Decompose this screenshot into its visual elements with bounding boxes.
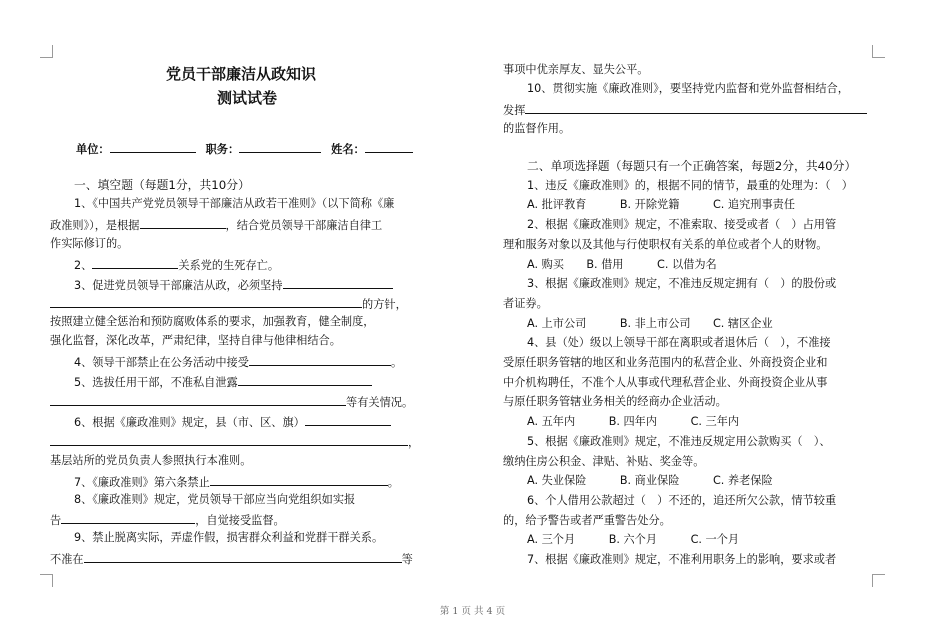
crop-mark-top-left [40, 45, 53, 58]
q5-blank-1[interactable] [238, 374, 372, 386]
page-number: 第 1 页 共 4 页 [439, 606, 506, 617]
s4-options: A. 五年内 B. 四年内 C. 三年内 [527, 415, 740, 428]
exam-title-line1: 党员干部廉洁从政知识 [166, 65, 317, 83]
q6-blank-1[interactable] [305, 414, 391, 426]
s6-options: A. 三个月 B. 六个月 C. 一个月 [527, 533, 740, 546]
q3-text-post: 的方针， [362, 298, 407, 311]
s5-question-line1: 5、根据《廉政准则》规定，不准违反规定用公款购买（ ）、 [527, 435, 831, 448]
q10-line1: 10、贯彻实施《廉政准则》，要坚持党内监督和党外监督相结合， [527, 82, 849, 95]
q8-text-pre: 告 [50, 514, 62, 527]
s5-options: A. 失业保险 B. 商业保险 C. 养老保险 [527, 474, 773, 487]
q3-line3: 按照建立健全惩治和预防腐败体系的要求，加强教育，健全制度， [50, 315, 375, 328]
s4-question-line2: 受原任职务管辖的地区和业务范围内的私营企业、外商投资企业和 [503, 356, 828, 369]
q2-text-pre: 2、 [74, 259, 93, 272]
crop-mark-top-right [872, 45, 885, 58]
q6-line3: 基层站所的党员负责人参照执行本准则。 [50, 454, 252, 467]
s2-options: A. 购买 B. 借用 C. 以借为名 [527, 258, 717, 271]
s3-question-line1: 3、根据《廉政准则》规定，不准违反规定拥有（ ）的股份或 [527, 277, 837, 290]
s1-question: 1、违反《廉政准则》的，根据不同的情节，最重的处理为：（ ） [527, 179, 853, 192]
q8-text-post: ，自觉接受监督。 [195, 514, 285, 527]
q3-line1 [74, 277, 393, 293]
q10-line2 [503, 102, 867, 118]
q8-blank[interactable] [61, 512, 195, 524]
q9-continued: 事项中优亲厚友、显失公平。 [503, 63, 649, 76]
q4-text-post: 。 [390, 356, 403, 369]
s4-question-line3: 中介机构聘任，不准个人从事或代理私营企业、外商投资企业从事 [503, 376, 828, 389]
s2-question-line2: 理和服务对象以及其他与行使职权有关系的单位或者个人的财物。 [503, 238, 828, 251]
s3-question-line2: 者证券。 [503, 297, 548, 310]
q5-text-post: 等有关情况。 [346, 396, 414, 409]
q4-text-pre: 4、领导干部禁止在公务活动中接受 [74, 356, 249, 369]
q10-blank[interactable] [525, 102, 867, 114]
s6-question-line1: 6、个人借用公款超过（ ）不还的，追还所欠公款，情节较重 [527, 494, 837, 507]
s2-question-line1: 2、根据《廉政准则》规定，不准索取、接受或者（ ）占用管 [527, 218, 837, 231]
q7-blank[interactable] [210, 474, 388, 486]
info-row [76, 141, 413, 157]
s3-options: A. 上市公司 B. 非上市公司 C. 辖区企业 [527, 317, 773, 330]
s4-question-line4: 与原任职务管辖业务相关的经商办企业活动。 [503, 395, 727, 408]
q5-blank-2[interactable] [50, 394, 346, 406]
section1-heading: 一、填空题（每题1分，共10分） [74, 178, 250, 192]
name-blank[interactable] [365, 141, 413, 153]
q4-blank[interactable] [249, 354, 391, 366]
q3-blank-2[interactable] [50, 296, 362, 308]
crop-mark-bottom-left [40, 574, 53, 587]
q2-blank[interactable] [92, 257, 178, 269]
q9-line1: 9、禁止脱离实际，弄虚作假，损害群众利益和党群干群关系。 [74, 531, 384, 544]
q2-line [74, 257, 279, 273]
q8-line1: 8、《廉政准则》规定，党员领导干部应当向党组织如实报 [74, 493, 356, 506]
q1-line1: 1、《中国共产党党员领导干部廉洁从政若干准则》（以下简称《廉 [74, 197, 395, 210]
q10-line3: 的监督作用。 [503, 122, 571, 135]
s7-question-line1: 7、根据《廉政准则》规定，不准利用职务上的影响，要求或者 [527, 553, 837, 566]
q6-line1 [74, 414, 391, 430]
q6-line2 [50, 434, 419, 450]
s5-question-line2: 缴纳住房公积金、津贴、补贴、奖金等。 [503, 455, 705, 468]
name-label: 姓名： [331, 143, 365, 156]
unit-label: 单位： [76, 143, 110, 156]
position-label: 职务： [205, 143, 240, 156]
exam-title-line2: 测试试卷 [217, 89, 278, 107]
q10-text-pre: 发挥 [503, 104, 526, 117]
q8-line2 [50, 512, 285, 528]
q9-text-post: 等 [401, 553, 413, 566]
q1-blank[interactable] [140, 217, 226, 229]
q6-comma: ， [408, 436, 420, 449]
q4-line [74, 354, 402, 370]
q3-line4: 强化监督，深化改革，严肃纪律，坚持自律与他律相结合。 [50, 334, 341, 347]
s4-question-line1: 4、县（处）级以上领导干部在离职或者退休后（ ），不准接 [527, 336, 831, 349]
q3-text-pre: 3、促进党员领导干部廉洁从政，必须坚持 [74, 279, 283, 292]
position-blank[interactable] [239, 141, 321, 153]
q9-text-pre: 不准在 [50, 553, 84, 566]
q2-text-post: 关系党的生死存亡。 [178, 259, 280, 272]
q5-text-pre: 5、选拔任用干部，不准私自泄露 [74, 376, 238, 389]
q1-text-post: ，结合党员领导干部廉洁自律工 [225, 219, 383, 232]
q5-line1 [74, 374, 372, 390]
q5-line2 [50, 394, 413, 410]
q1-line3: 作实际修订的。 [50, 237, 129, 250]
q6-text-pre: 6、根据《廉政准则》规定，县（市、区、旗） [74, 416, 305, 429]
section2-heading: 二、单项选择题（每题只有一个正确答案，每题2分，共40分） [527, 159, 857, 173]
q3-blank-1[interactable] [283, 277, 393, 289]
s6-question-line2: 的，给予警告或者严重警告处分。 [503, 514, 671, 527]
s1-options: A. 批评教育 B. 开除党籍 C. 追究刑事责任 [527, 198, 796, 211]
q9-line2 [50, 551, 413, 567]
q3-line2 [50, 296, 407, 312]
crop-mark-bottom-right [872, 574, 885, 587]
q7-text-pre: 7、《廉政准则》第六条禁止 [74, 476, 210, 489]
q7-text-post: 。 [387, 476, 399, 489]
q6-blank-2[interactable] [50, 434, 408, 446]
q7-line [74, 474, 399, 490]
q9-blank[interactable] [84, 551, 402, 563]
unit-blank[interactable] [110, 141, 196, 153]
q1-line2 [50, 217, 382, 233]
q1-text-pre: 政准则》），是根据 [50, 219, 140, 232]
